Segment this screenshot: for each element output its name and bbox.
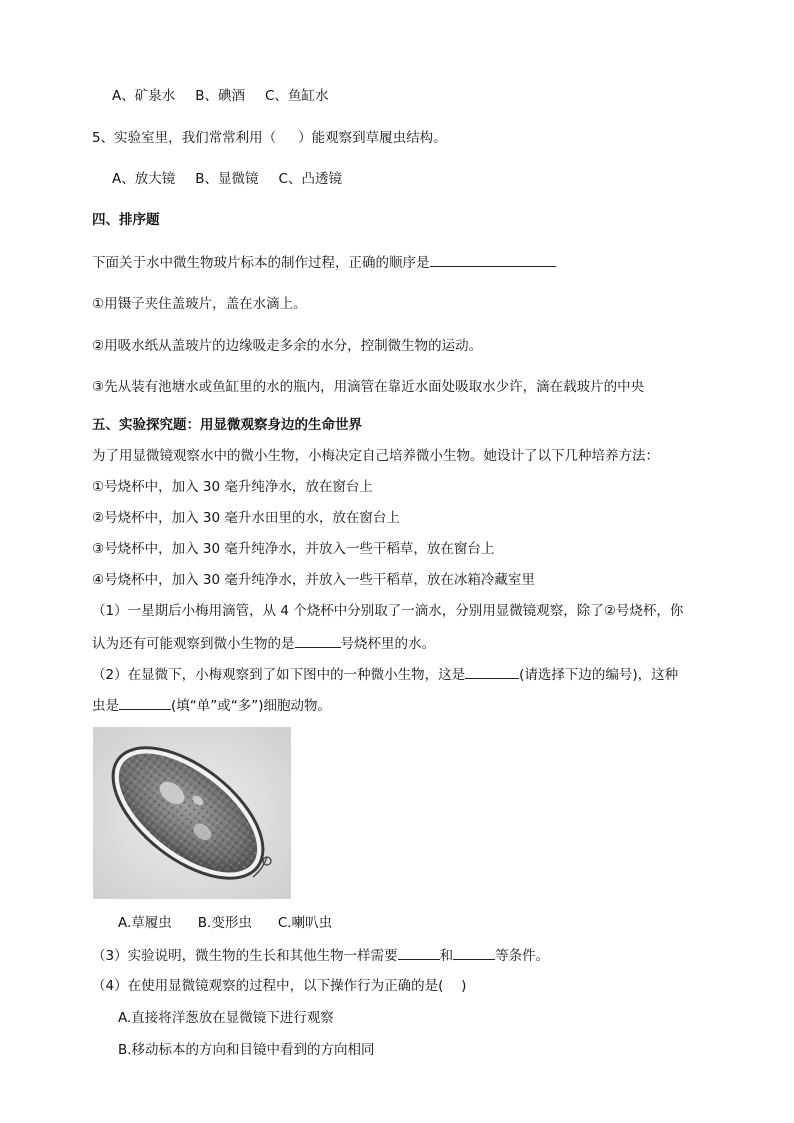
q4-options-row bbox=[112, 86, 328, 106]
section-4-heading: 四、排序题 bbox=[92, 212, 160, 228]
section-4-question bbox=[92, 252, 556, 273]
q4-option-a: A.直接将洋葱放在显微镜下进行观察 bbox=[118, 1010, 334, 1026]
q3-text-mid: 和 bbox=[439, 948, 454, 964]
answer-blank[interactable] bbox=[430, 252, 556, 267]
section-5-intro: 为了用显微镜观察水中的微小生物，小梅决定自己培养微小生物。她设计了以下几种培养方法： bbox=[92, 448, 659, 464]
q3-text: （3）实验说明，微生物的生长和其他生物一样需要 bbox=[92, 948, 398, 964]
q2-text-2: 虫是 bbox=[92, 698, 119, 714]
q4-option-b: B.移动标本的方向和目镜中看到的方向相同 bbox=[118, 1042, 375, 1058]
question-text: 下面关于水中微生物玻片标本的制作过程，正确的顺序是 bbox=[92, 255, 430, 271]
method-3: ③号烧杯中，加入 30 毫升纯净水，并放入一些干稻草，放在窗台上 bbox=[92, 541, 495, 557]
q1-text-end: 号烧杯里的水。 bbox=[340, 636, 435, 652]
paramecium-image bbox=[93, 727, 291, 899]
q2-text-mid: (请选择下边的编号)，这种 bbox=[519, 667, 679, 683]
subquestion-2-line-1 bbox=[92, 664, 678, 685]
q2-options-row bbox=[118, 913, 332, 933]
section-5-heading: 五、实验探究题：用显微观察身边的生命世界 bbox=[92, 417, 362, 433]
method-2: ②号烧杯中，加入 30 毫升水田里的水，放在窗台上 bbox=[92, 510, 400, 526]
q3-blank-1[interactable] bbox=[398, 945, 440, 960]
question-5 bbox=[92, 128, 447, 148]
option-b: B.变形虫 bbox=[197, 915, 252, 931]
step-1: ①用镊子夹住盖玻片，盖在水滴上。 bbox=[92, 296, 307, 312]
subquestion-3 bbox=[92, 945, 549, 966]
subquestion-1-line-2 bbox=[92, 633, 435, 654]
q2-text: （2）在显微下，小梅观察到了如下图中的一种微小生物，这是 bbox=[92, 667, 466, 683]
option-a: A、矿泉水 bbox=[112, 88, 176, 104]
option-a: A、放大镜 bbox=[112, 171, 176, 187]
method-4: ④号烧杯中，加入 30 毫升纯净水，并放入一些干稻草，放在冰箱冷藏室里 bbox=[92, 572, 535, 588]
q2-blank-2[interactable] bbox=[119, 695, 171, 710]
q3-text-end: 等条件。 bbox=[495, 948, 550, 964]
method-1: ①号烧杯中，加入 30 毫升纯净水，放在窗台上 bbox=[92, 479, 373, 495]
subquestion-1-line-1: （1）一星期后小梅用滴管，从 4 个烧杯中分别取了一滴水，分别用显微镜观察，除了②号烧杯，你 bbox=[92, 603, 684, 619]
step-2: ②用吸水纸从盖玻片的边缘吸走多余的水分，控制微生物的运动。 bbox=[92, 338, 483, 354]
q2-text-end: (填“单”或“多”)细胞动物。 bbox=[171, 698, 332, 714]
subquestion-2-line-2 bbox=[92, 695, 331, 716]
option-c: C、鱼缸水 bbox=[265, 88, 329, 104]
q3-blank-2[interactable] bbox=[453, 945, 495, 960]
subquestion-4: （4）在使用显微镜观察的过程中，以下操作行为正确的是( ) bbox=[92, 978, 467, 994]
option-c: C、凸透镜 bbox=[278, 171, 342, 187]
q1-text: 认为还有可能观察到微小生物的是 bbox=[92, 636, 295, 652]
q5-suffix: ）能观察到草履虫结构。 bbox=[298, 130, 447, 146]
q1-blank[interactable] bbox=[295, 633, 341, 648]
step-3: ③先从装有池塘水或鱼缸里的水的瓶内，用滴管在靠近水面处吸取水少许，滴在载玻片的中央 bbox=[92, 379, 645, 395]
q2-blank-1[interactable] bbox=[465, 664, 519, 679]
q5-options-row bbox=[112, 169, 342, 189]
option-a: A.草履虫 bbox=[118, 915, 172, 931]
option-b: B、显微镜 bbox=[195, 171, 259, 187]
option-b: B、碘酒 bbox=[195, 88, 246, 104]
q5-prefix: 5、实验室里，我们常常利用（ bbox=[92, 130, 277, 146]
option-c: C.喇叭虫 bbox=[277, 915, 333, 931]
